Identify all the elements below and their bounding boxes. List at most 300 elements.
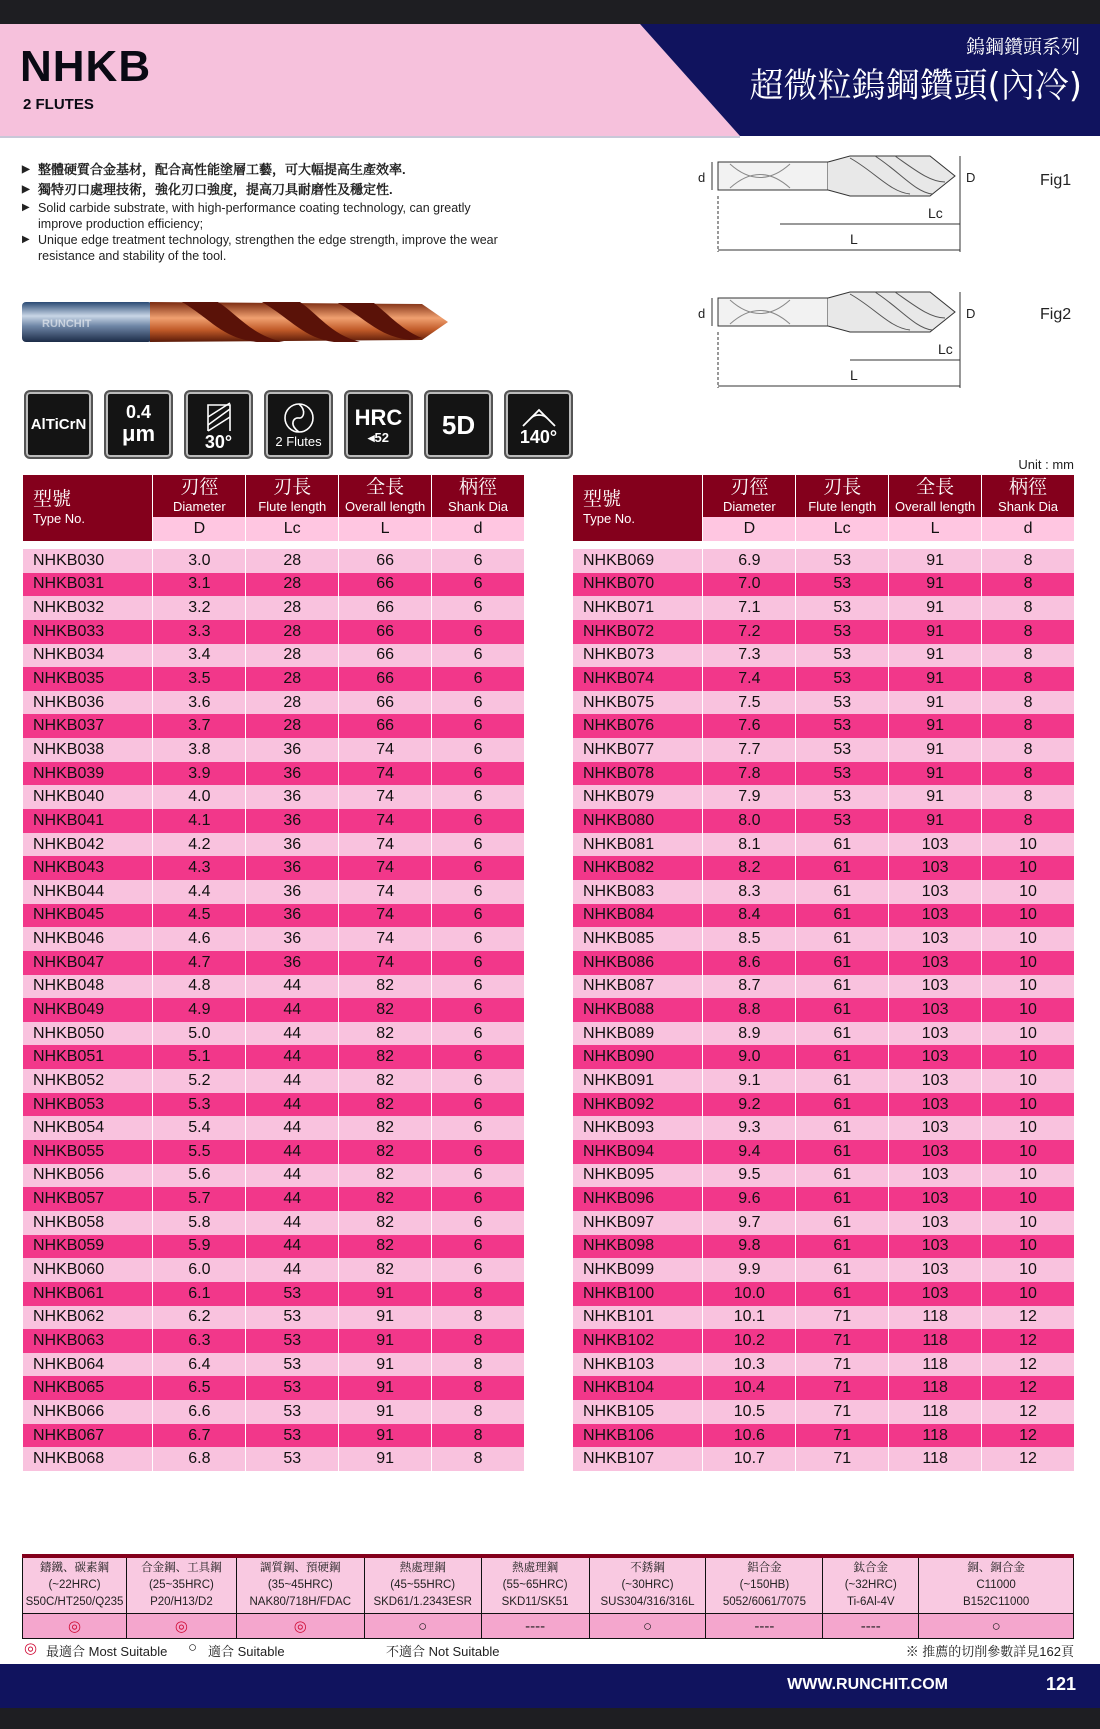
- table-row: [573, 1187, 1075, 1211]
- flute-length: 61: [796, 1282, 889, 1306]
- table-row: [23, 1069, 525, 1093]
- type-no: NHKB067: [23, 1424, 153, 1448]
- shank-dia: 6: [432, 927, 525, 951]
- overall-length: 91: [339, 1353, 432, 1377]
- flute-length: 44: [246, 1164, 339, 1188]
- shank-dia: 6: [432, 573, 525, 597]
- header-flute-length: 刃長 Flute length: [796, 475, 889, 517]
- flute-length: 61: [796, 998, 889, 1022]
- diameter: 9.2: [703, 1093, 796, 1117]
- overall-length: 91: [889, 644, 982, 668]
- table-row: [573, 1116, 1075, 1140]
- overall-length: 74: [339, 738, 432, 762]
- diameter: 10.4: [703, 1376, 796, 1400]
- feature-item: ▶ 獨特刃口處理技術，強化刃口強度，提高刀具耐磨性及穩定性.: [22, 180, 502, 200]
- overall-length: 103: [889, 1258, 982, 1282]
- fig1-diagram: [690, 142, 990, 252]
- overall-length: 118: [889, 1306, 982, 1330]
- flute-length: 53: [246, 1306, 339, 1330]
- type-no: NHKB036: [23, 691, 153, 715]
- overall-length: 66: [339, 714, 432, 738]
- flute-length: 53: [796, 785, 889, 809]
- overall-length: 91: [339, 1306, 432, 1330]
- type-no: NHKB106: [573, 1424, 703, 1448]
- diameter: 7.9: [703, 785, 796, 809]
- shank-dia: 10: [982, 880, 1075, 904]
- type-no: NHKB052: [23, 1069, 153, 1093]
- size-table-left: 型號 Type No. 刃徑 Diameter 刃長 Flute length 全長 Overall length 柄徑 Shank Dia D Lc L d NHKB030 3.0 28 66 6 NHKB031 3.1 28 66 6 NHKB032 3.2 28 66 6 NHKB033 3.3 28 66 6 NHKB034 3.4 28 66 6 NHKB035 3.5 28 66 6 NHKB036 3.6 28 66 6 NHKB037 3.7 28 66 6 NHKB038 3.8 36 74 6 NHKB039 3.9 36 74 6 NHKB040 4.0 36 74 6 NHKB041 4.1 36 74 6 NHKB042 4.2 36 74 6 NHKB043 4.3 36 74 6 NHKB044 4.4 36 74 6 NHKB045 4.5 36 74 6 NHKB046 4.6 36 74 6 NHKB047 4.7 36 74 6 NHKB048 4.8 44 82 6 NHKB049 4.9 44 82 6 NHKB050 5.0 44 82 6 NHKB051 5.1 44 82 6 NHKB052 5.2 44 82 6 NHKB053 5.3 44 82 6 NHKB054 5.4 44 82 6 NHKB055 5.5 44 82 6 NHKB056 5.6 44 82 6 NHKB057 5.7 44 82 6 NHKB058 5.8 44 82 6 NHKB059 5.9 44 82 6 NHKB060 6.0 44 82 6 NHKB061 6.1 53 91 8 NHKB062 6.2 53 91 8 NHKB063 6.3 53 91 8 NHKB064 6.4 53 91 8 NHKB065 6.5 53 91 8 NHKB066 6.6 53 91 8 NHKB067 6.7 53 91 8 NHKB068 6.8 53 91 8: [23, 475, 525, 1471]
- type-no: NHKB078: [573, 762, 703, 786]
- overall-length: 91: [889, 714, 982, 738]
- legend-suitable: 適合 Suitable: [208, 1644, 285, 1659]
- flute-length: 61: [796, 833, 889, 857]
- fig1-label: Fig1: [1040, 172, 1072, 189]
- flute-length: 53: [796, 549, 889, 573]
- overall-length: 91: [889, 738, 982, 762]
- overall-length: 91: [889, 549, 982, 573]
- shank-dia: 6: [432, 1164, 525, 1188]
- shank-dia: 12: [982, 1306, 1075, 1330]
- shank-dia: 6: [432, 998, 525, 1022]
- type-no: NHKB039: [23, 762, 153, 786]
- type-no: NHKB089: [573, 1022, 703, 1046]
- legend: [24, 1638, 1074, 1660]
- shank-dia: 8: [432, 1447, 525, 1471]
- table-row: [23, 833, 525, 857]
- type-no: NHKB088: [573, 998, 703, 1022]
- shank-dia: 10: [982, 1069, 1075, 1093]
- overall-length: 91: [889, 573, 982, 597]
- diameter: 8.8: [703, 998, 796, 1022]
- overall-length: 91: [339, 1424, 432, 1448]
- shank-dia: 10: [982, 951, 1075, 975]
- flute-length: 61: [796, 927, 889, 951]
- svg-text:d: d: [698, 306, 706, 321]
- overall-length: 103: [889, 1140, 982, 1164]
- diameter: 3.7: [153, 714, 246, 738]
- shank-dia: 6: [432, 951, 525, 975]
- type-no: NHKB071: [573, 596, 703, 620]
- suitability-symbol: ----: [481, 1614, 589, 1639]
- overall-length: 82: [339, 1164, 432, 1188]
- shank-dia: 10: [982, 927, 1075, 951]
- table-row: [573, 1376, 1075, 1400]
- type-no: NHKB051: [23, 1045, 153, 1069]
- diameter: 5.7: [153, 1187, 246, 1211]
- flute-length: 53: [246, 1376, 339, 1400]
- type-no: NHKB045: [23, 904, 153, 928]
- diameter: 6.3: [153, 1329, 246, 1353]
- diameter: 4.3: [153, 856, 246, 880]
- footer: [0, 1664, 1100, 1729]
- type-no: NHKB090: [573, 1045, 703, 1069]
- fig2-diagram: [690, 278, 990, 388]
- type-no: NHKB035: [23, 667, 153, 691]
- flute-length: 53: [796, 573, 889, 597]
- table-row: [573, 785, 1075, 809]
- website-link[interactable]: WWW.RUNCHIT.COM: [787, 1676, 948, 1693]
- flute-length: 44: [246, 975, 339, 999]
- flute-length: 61: [796, 1235, 889, 1259]
- table-row: [573, 927, 1075, 951]
- overall-length: 82: [339, 975, 432, 999]
- shank-dia: 8: [432, 1424, 525, 1448]
- diameter: 3.9: [153, 762, 246, 786]
- shank-dia: 10: [982, 1022, 1075, 1046]
- overall-length: 103: [889, 1164, 982, 1188]
- shank-dia: 10: [982, 833, 1075, 857]
- overall-length: 66: [339, 573, 432, 597]
- flute-length: 36: [246, 856, 339, 880]
- overall-length: 74: [339, 904, 432, 928]
- type-no: NHKB055: [23, 1140, 153, 1164]
- diameter: 3.8: [153, 738, 246, 762]
- table-row: [573, 644, 1075, 668]
- flute-length: 53: [246, 1400, 339, 1424]
- table-row: [573, 1164, 1075, 1188]
- shank-dia: 10: [982, 1258, 1075, 1282]
- table-row: [23, 1447, 525, 1471]
- diameter: 6.9: [703, 549, 796, 573]
- suitability-symbol: ----: [706, 1614, 823, 1639]
- shank-dia: 10: [982, 1093, 1075, 1117]
- overall-length: 103: [889, 1116, 982, 1140]
- diameter: 10.5: [703, 1400, 796, 1424]
- flutes-label: 2 FLUTES: [23, 96, 94, 113]
- type-no: NHKB070: [573, 573, 703, 597]
- table-row: [23, 620, 525, 644]
- table-row: [23, 738, 525, 762]
- svg-text:L: L: [850, 231, 858, 247]
- type-no: NHKB080: [573, 809, 703, 833]
- table-row: [573, 667, 1075, 691]
- table-row: [23, 809, 525, 833]
- flute-length: 53: [796, 738, 889, 762]
- overall-length: 103: [889, 951, 982, 975]
- overall-length: 66: [339, 667, 432, 691]
- svg-text:Lc: Lc: [928, 205, 943, 221]
- type-no: NHKB047: [23, 951, 153, 975]
- diameter: 4.1: [153, 809, 246, 833]
- type-no: NHKB075: [573, 691, 703, 715]
- diameter: 4.4: [153, 880, 246, 904]
- type-no: NHKB103: [573, 1353, 703, 1377]
- diameter: 3.0: [153, 549, 246, 573]
- type-no: NHKB057: [23, 1187, 153, 1211]
- diameter: 7.7: [703, 738, 796, 762]
- flute-length: 36: [246, 833, 339, 857]
- table-row: [573, 1045, 1075, 1069]
- shank-dia: 10: [982, 1282, 1075, 1306]
- header-shank-dia: 柄徑 Shank Dia: [982, 475, 1075, 517]
- table-row: [23, 1093, 525, 1117]
- shank-dia: 6: [432, 1022, 525, 1046]
- table-row: [573, 1069, 1075, 1093]
- flute-length: 36: [246, 762, 339, 786]
- shank-dia: 10: [982, 1235, 1075, 1259]
- model-name: NHKB: [20, 42, 152, 91]
- suitability-symbol: ○: [919, 1614, 1074, 1639]
- material-cell: 鑄鐵、碳素鋼 (~22HRC) S50C/HT250/Q235: [23, 1556, 127, 1614]
- flute-length: 28: [246, 644, 339, 668]
- type-no: NHKB074: [573, 667, 703, 691]
- type-no: NHKB053: [23, 1093, 153, 1117]
- header-diameter: 刃徑 Diameter: [703, 475, 796, 517]
- type-no: NHKB046: [23, 927, 153, 951]
- point-angle-icon: 140°: [504, 390, 573, 459]
- table-row: [573, 856, 1075, 880]
- diameter: 6.5: [153, 1376, 246, 1400]
- type-no: NHKB072: [573, 620, 703, 644]
- flute-length: 36: [246, 809, 339, 833]
- diameter: 5.4: [153, 1116, 246, 1140]
- type-no: NHKB037: [23, 714, 153, 738]
- type-no: NHKB040: [23, 785, 153, 809]
- diameter: 10.7: [703, 1447, 796, 1471]
- table-row: [23, 1353, 525, 1377]
- type-no: NHKB031: [23, 573, 153, 597]
- diameter: 7.4: [703, 667, 796, 691]
- type-no: NHKB102: [573, 1329, 703, 1353]
- flute-length: 36: [246, 738, 339, 762]
- flute-length: 61: [796, 1045, 889, 1069]
- table-row: [573, 1447, 1075, 1471]
- shank-dia: 6: [432, 1235, 525, 1259]
- table-row: [23, 1258, 525, 1282]
- table-row: [23, 1022, 525, 1046]
- table-row: [23, 1045, 525, 1069]
- type-no: NHKB069: [573, 549, 703, 573]
- diameter: 6.7: [153, 1424, 246, 1448]
- helix-angle-icon: 30°: [184, 390, 253, 459]
- type-no: NHKB041: [23, 809, 153, 833]
- diameter: 3.4: [153, 644, 246, 668]
- type-no: NHKB104: [573, 1376, 703, 1400]
- diameter: 5.3: [153, 1093, 246, 1117]
- flute-length: 71: [796, 1447, 889, 1471]
- type-no: NHKB064: [23, 1353, 153, 1377]
- shank-dia: 6: [432, 880, 525, 904]
- shank-dia: 10: [982, 975, 1075, 999]
- shank-dia: 10: [982, 1045, 1075, 1069]
- overall-length: 74: [339, 951, 432, 975]
- diameter: 10.2: [703, 1329, 796, 1353]
- flute-length: 28: [246, 573, 339, 597]
- table-row: [573, 880, 1075, 904]
- table-row: [23, 904, 525, 928]
- shank-dia: 8: [432, 1306, 525, 1330]
- shank-dia: 10: [982, 1164, 1075, 1188]
- diameter: 8.2: [703, 856, 796, 880]
- type-no: NHKB073: [573, 644, 703, 668]
- svg-text:Lc: Lc: [938, 341, 953, 357]
- type-no: NHKB098: [573, 1235, 703, 1259]
- type-no: NHKB087: [573, 975, 703, 999]
- flute-length: 28: [246, 714, 339, 738]
- table-row: [23, 1211, 525, 1235]
- type-no: NHKB097: [573, 1211, 703, 1235]
- diameter: 10.3: [703, 1353, 796, 1377]
- diameter: 8.0: [703, 809, 796, 833]
- suitability-symbol: ◎: [126, 1614, 236, 1639]
- type-no: NHKB033: [23, 620, 153, 644]
- table-row: [573, 809, 1075, 833]
- type-no: NHKB107: [573, 1447, 703, 1471]
- type-no: NHKB044: [23, 880, 153, 904]
- table-row: [573, 1235, 1075, 1259]
- shank-dia: 6: [432, 596, 525, 620]
- shank-dia: 8: [982, 738, 1075, 762]
- shank-dia: 6: [432, 1187, 525, 1211]
- type-no: NHKB032: [23, 596, 153, 620]
- overall-length: 74: [339, 809, 432, 833]
- type-no: NHKB099: [573, 1258, 703, 1282]
- overall-length: 82: [339, 1187, 432, 1211]
- diameter: 9.5: [703, 1164, 796, 1188]
- overall-length: 66: [339, 596, 432, 620]
- diameter: 5.5: [153, 1140, 246, 1164]
- feature-item: ▶ Solid carbide substrate, with high-performance coating technology, can greatly improve production efficiency;: [22, 200, 502, 232]
- shank-dia: 6: [432, 1211, 525, 1235]
- type-no: NHKB042: [23, 833, 153, 857]
- overall-length: 103: [889, 1235, 982, 1259]
- flute-length: 53: [796, 809, 889, 833]
- shank-dia: 8: [982, 762, 1075, 786]
- table-row: [23, 549, 525, 573]
- overall-length: 82: [339, 1045, 432, 1069]
- feature-item: ▶ 整體硬質合金基材，配合高性能塗層工藝，可大幅提高生產效率.: [22, 160, 502, 180]
- diameter: 4.6: [153, 927, 246, 951]
- diameter: 5.2: [153, 1069, 246, 1093]
- diameter: 7.3: [703, 644, 796, 668]
- type-no: NHKB105: [573, 1400, 703, 1424]
- feature-list: [22, 160, 502, 264]
- diameter: 9.8: [703, 1235, 796, 1259]
- overall-length: 103: [889, 975, 982, 999]
- flute-length: 44: [246, 998, 339, 1022]
- header-shank-dia: 柄徑 Shank Dia: [432, 475, 525, 517]
- svg-text:L: L: [850, 367, 858, 383]
- flute-length: 53: [796, 714, 889, 738]
- flute-length: 53: [246, 1282, 339, 1306]
- material-cell: 銅、銅合金 C11000 B152C11000: [919, 1556, 1074, 1614]
- header-flute-length: 刃長 Flute length: [246, 475, 339, 517]
- shank-dia: 6: [432, 1258, 525, 1282]
- table-row: [573, 1211, 1075, 1235]
- flute-length: 28: [246, 620, 339, 644]
- shank-dia: 6: [432, 762, 525, 786]
- table-row: [573, 573, 1075, 597]
- overall-length: 74: [339, 833, 432, 857]
- type-no: NHKB092: [573, 1093, 703, 1117]
- product-title: 超微粒鎢鋼鑽頭(內冷): [749, 66, 1082, 106]
- table-row: [23, 1424, 525, 1448]
- type-no: NHKB101: [573, 1306, 703, 1330]
- table-row: [573, 975, 1075, 999]
- shank-dia: 8: [982, 691, 1075, 715]
- flute-length: 53: [246, 1424, 339, 1448]
- diameter: 3.1: [153, 573, 246, 597]
- type-no: NHKB063: [23, 1329, 153, 1353]
- hardness-icon: HRC ◂52: [344, 390, 413, 459]
- type-no: NHKB066: [23, 1400, 153, 1424]
- shank-dia: 6: [432, 738, 525, 762]
- type-no: NHKB062: [23, 1306, 153, 1330]
- table-row: [23, 762, 525, 786]
- overall-length: 103: [889, 927, 982, 951]
- flute-length: 36: [246, 951, 339, 975]
- type-no: NHKB091: [573, 1069, 703, 1093]
- flute-length: 53: [796, 644, 889, 668]
- type-no: NHKB095: [573, 1164, 703, 1188]
- table-row: [573, 1424, 1075, 1448]
- shank-dia: 10: [982, 998, 1075, 1022]
- diameter: 8.5: [703, 927, 796, 951]
- flute-length: 53: [796, 691, 889, 715]
- type-no: NHKB086: [573, 951, 703, 975]
- shank-dia: 8: [432, 1329, 525, 1353]
- flute-length: 28: [246, 549, 339, 573]
- flute-length: 61: [796, 951, 889, 975]
- table-row: [23, 998, 525, 1022]
- drill-logo: RUNCHIT: [42, 318, 92, 330]
- shank-dia: 6: [432, 1116, 525, 1140]
- diameter: 9.4: [703, 1140, 796, 1164]
- shank-dia: 10: [982, 1140, 1075, 1164]
- legend-note: ※ 推薦的切削參數詳見162頁: [905, 1644, 1074, 1659]
- flute-length: 53: [796, 667, 889, 691]
- table-row: [23, 644, 525, 668]
- flute-length: 44: [246, 1116, 339, 1140]
- feature-item: ▶ Unique edge treatment technology, strengthen the edge strength, improve the wear resistance and stability of the tool.: [22, 232, 502, 264]
- flute-length: 61: [796, 1069, 889, 1093]
- type-no: NHKB065: [23, 1376, 153, 1400]
- shank-dia: 8: [432, 1282, 525, 1306]
- table-row: [573, 1022, 1075, 1046]
- overall-length: 118: [889, 1329, 982, 1353]
- flute-length: 53: [246, 1353, 339, 1377]
- overall-length: 118: [889, 1424, 982, 1448]
- flute-length: 61: [796, 1164, 889, 1188]
- flute-length: 61: [796, 1093, 889, 1117]
- shank-dia: 6: [432, 1093, 525, 1117]
- flutes-icon: 2 Flutes: [264, 390, 333, 459]
- overall-length: 91: [339, 1400, 432, 1424]
- fig2-label: Fig2: [1040, 306, 1072, 323]
- overall-length: 103: [889, 1045, 982, 1069]
- type-no: NHKB096: [573, 1187, 703, 1211]
- shank-dia: 10: [982, 856, 1075, 880]
- table-row: [23, 1376, 525, 1400]
- diameter: 3.5: [153, 667, 246, 691]
- header-overall-length: 全長 Overall length: [339, 475, 432, 517]
- flute-length: 44: [246, 1235, 339, 1259]
- overall-length: 103: [889, 880, 982, 904]
- drill-image: [22, 300, 470, 344]
- shank-dia: 12: [982, 1353, 1075, 1377]
- type-no: NHKB060: [23, 1258, 153, 1282]
- flute-length: 61: [796, 1116, 889, 1140]
- type-no: NHKB077: [573, 738, 703, 762]
- shank-dia: 6: [432, 1045, 525, 1069]
- type-no: NHKB056: [23, 1164, 153, 1188]
- series-name: 鎢鋼鑽頭系列: [965, 36, 1080, 58]
- flute-length: 53: [796, 620, 889, 644]
- overall-length: 103: [889, 1187, 982, 1211]
- flute-length: 71: [796, 1400, 889, 1424]
- shank-dia: 10: [982, 1187, 1075, 1211]
- table-row: [23, 1400, 525, 1424]
